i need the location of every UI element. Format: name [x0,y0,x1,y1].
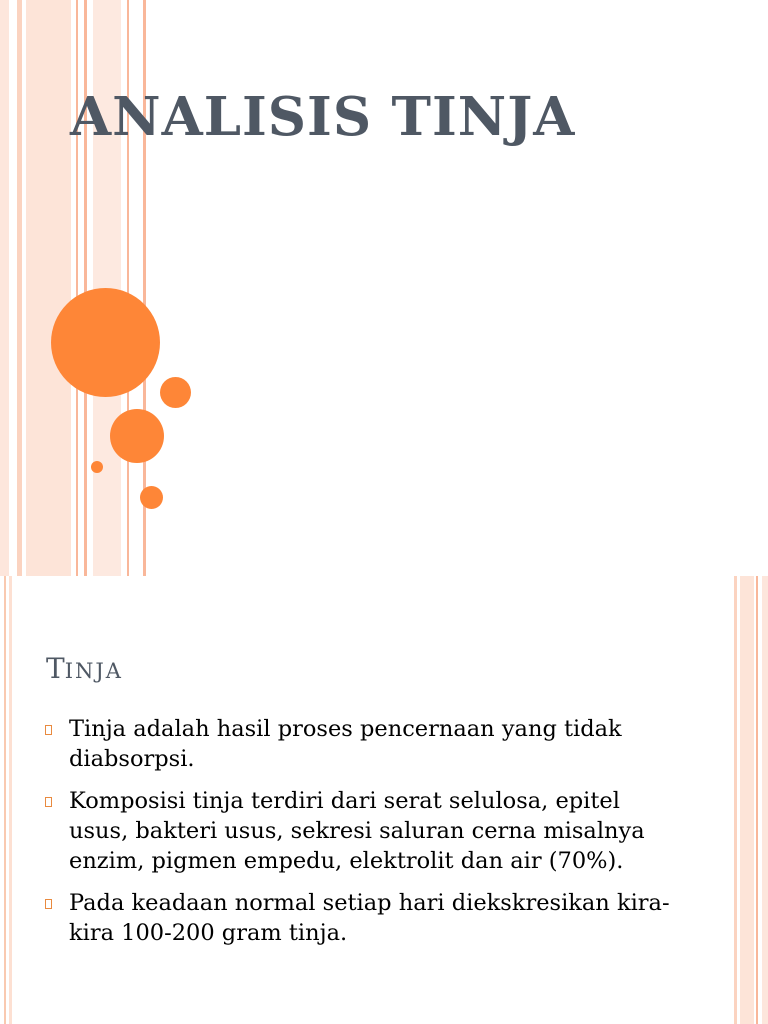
bullet-text: Pada keadaan normal setiap hari diekskresikan kira-kira 100-200 gram tinja. [69,890,670,946]
decorative-stripe [740,576,754,1024]
decorative-stripe [9,576,12,1024]
decorative-circle-tiny [91,461,103,473]
square-bullet-icon [45,899,52,909]
bullet-list [45,714,685,960]
list-item [45,888,685,948]
decorative-stripe [26,0,71,576]
heading-first-letter: T [46,652,65,685]
heading-rest: INJA [64,659,123,683]
decorative-circle-large [51,288,160,397]
slide-heading [46,652,123,685]
bullet-text: Tinja adalah hasil proses pencernaan yang tidak diabsorpsi. [69,716,622,772]
decorative-circle-medium [110,409,164,463]
decorative-stripe [4,576,6,1024]
decorative-stripe [734,576,737,1024]
decorative-circle-small [160,377,191,408]
list-item [45,714,685,774]
square-bullet-icon [45,797,52,807]
decorative-circle-small [140,486,163,509]
decorative-stripe [762,576,768,1024]
decorative-stripe [756,576,758,1024]
bullet-text: Komposisi tinja terdiri dari serat selulosa, epitel usus, bakteri usus, sekresi saluran cerna misalnya enzim, pigmen empedu, elektrolit dan air (70%). [69,788,645,874]
list-item [45,786,685,876]
decorative-stripe [0,0,9,576]
slide-title: ANALISIS TINJA [70,86,576,148]
decorative-stripe [17,0,22,576]
square-bullet-icon [45,725,52,735]
